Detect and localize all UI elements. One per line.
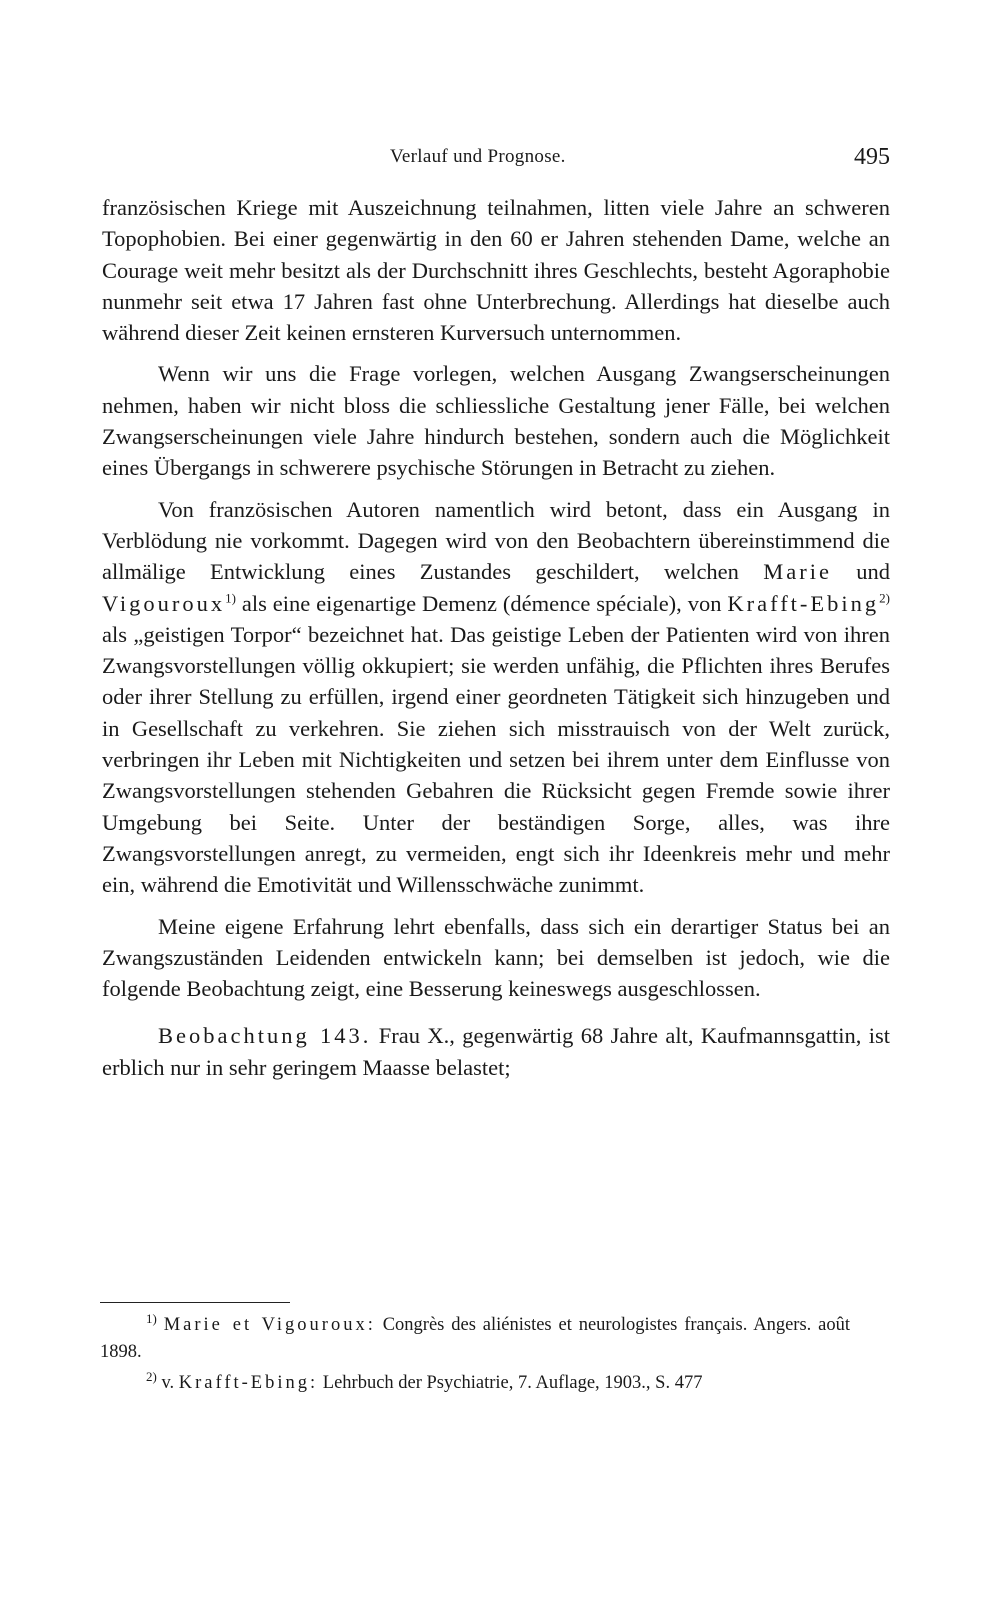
page-header [100,146,890,176]
footnotes [100,1312,850,1397]
footnote-1-mark: 1) [146,1310,157,1326]
paragraph-1: französischen Kriege mit Auszeichnung teilnahmen, litten viele Jahre an schweren Topophobien. Bei einer gegenwärtig in den 60 er Jahren stehenden Dame, welche an Courage weit mehr besitzt als der Durchschnitt ihres Geschlechts, besteht Agoraphobie nunmehr seit etwa 17 Jahren fast ohne Unterbrechung. Allerdings hat dieselbe auch während dieser Zeit keinen ernsteren Kurversuch unternommen. [102,195,890,346]
footnote-2-author: Krafft-Ebing: [178,1373,319,1393]
author-name-marie: Marie [763,559,832,585]
paragraph-4: Meine eigene Erfahrung lehrt ebenfalls, dass sich ein derartiger Status bei an Zwangszuständen Leidenden entwickeln kann; bei demselben ist jedoch, wie die folgende Beobachtung zeigt, eine Besserung keineswegs ausgeschlossen. [102,913,890,1002]
footnote-2-text: Lehrbuch der Psychiatrie, 7. Auflage, 1903., S. 477 [322,1373,703,1393]
page-number: 495 [854,144,890,170]
footnote-2-prefix: v. [161,1373,175,1393]
footnote-1-authors: Marie et Vigouroux: [163,1315,376,1335]
body-text [102,192,890,1083]
footnote-ref-1: 1) [225,590,236,606]
paragraph-2: Wenn wir uns die Frage vorlegen, welchen Ausgang Zwangserscheinungen nehmen, haben wir nicht bloss die schliessliche Gestaltung jener Fälle, bei welchen Zwangserscheinungen viele Jahre hindurch bestehen, sondern auch die Möglichkeit eines Übergangs in schwerere psychische Störungen in Betracht zu ziehen. [102,361,890,481]
footnote-2-mark: 2) [146,1368,157,1384]
footnote-divider [100,1302,290,1303]
footnote-1 [100,1312,850,1366]
footnote-1-text: Congrès des aliénistes et neurologistes français. Angers. août 1898. [100,1315,851,1362]
paragraph-3-part-a: Von französischen Autoren namentlich wird betont, dass ein Ausgang in Verblödung nie vorkommt. Dagegen wird von den Beobachtern übereinstimmend die allmälige Entwicklung eines Zustandes geschildert, welchen [102,496,890,585]
author-name-vigouroux: Vigouroux [102,590,226,616]
paragraph-3-part-c: als „geistigen Torpor“ bezeichnet hat. Das geistige Leben der Patienten wird von ihren Zwangsvorstellungen völlig okkupiert; sie werden unfähig, die Pflichten ihres Berufes oder ihrer Stellung zu erfüllen, irgend einer geordneten Tätigkeit sich hinzugeben und in Gesellschaft zu verkehren. Sie ziehen sich misstrauisch von der Welt zurück, verbringen ihr Leben mit Nichtigkeiten und setzen bei ihrem unter dem Einflusse von Zwangsvorstellungen stehenden Gebahren die Rücksicht gegen Fremde sowie ihrer Umgebung bei Seite. Unter der beständigen Sorge, alles, was ihre Zwangsvorstellungen anregt, zu vermeiden, engt sich ihr Ideenkreis mehr und mehr ein, während die Emotivität und Willensschwäche zunimmt. [102,621,890,898]
author-name-krafft-ebing: Krafft-Ebing [727,590,880,616]
paragraph-5 [102,1020,890,1083]
footnote-2 [100,1370,850,1397]
paragraph-3-part-b: als eine eigenartige Demenz (démence spéciale), von [241,590,722,616]
footnote-ref-2: 2) [879,590,891,606]
running-title: Verlauf und Prognose. [390,146,566,167]
paragraph-3 [102,494,890,901]
observation-text: Frau X., gegenwärtig 68 Jahre alt, Kaufmannsgattin, ist erblich nur in sehr geringem Maasse belastet; [102,1023,891,1080]
observation-label: Beobachtung 143. [158,1023,372,1049]
conjunction: und [856,559,890,585]
